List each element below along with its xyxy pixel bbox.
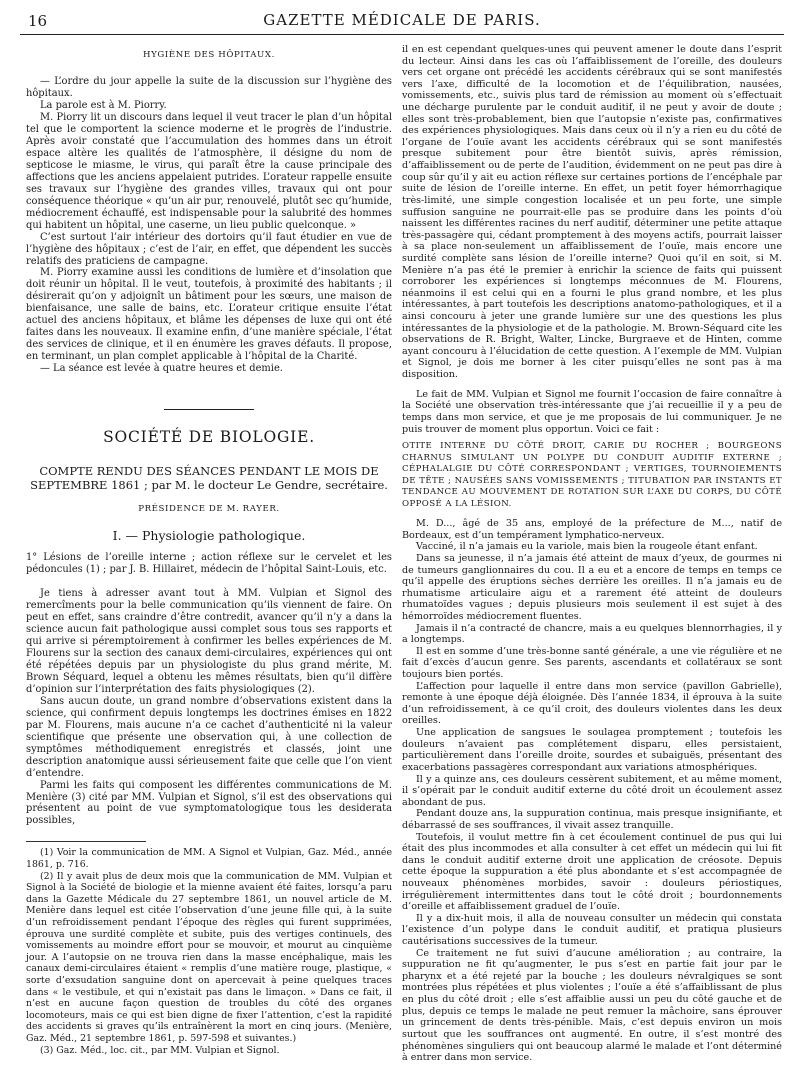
paragraph: Il y a dix-huit mois, il alla de nouveau consulter un médecin qui constata l’existence d’un polype dans le conduit auditif, et pratiqua plusieurs cautérisations successives de la tumeur. bbox=[402, 912, 782, 948]
paragraph: M. Piorry examine aussi les conditions de lumière et d’insolation que doit réunir un hôpital. Il le veut, toutefois, à proximité des habitants ; il désirerait qu’on y adjoignît un bâtiment pour les sœurs, une maison de bienfaisance, une salle de bains, etc. L’orateur critique ensuite l’état actuel des anciens hôpitaux, et blâme les dépenses de luxe qui ont été faites dans les nouveaux. Il examine enfin, d’une manière spéciale, l’état des services de clinique, et il en énumère les graves défauts. Il propose, en terminant, un plan complet applicable à l’hôpital de la Charité. bbox=[26, 267, 392, 363]
paragraph: Jamais il n’a contracté de chancre, mais a eu quelques blennorrhagies, il y a longtemps. bbox=[402, 622, 782, 646]
paragraph: La parole est à M. Piorry. bbox=[40, 99, 167, 111]
journal-title: GAZETTE MÉDICALE DE PARIS. bbox=[263, 11, 541, 29]
society-title: SOCIÉTÉ DE BIOLOGIE. bbox=[103, 428, 315, 447]
paragraph: Ce traitement ne fut suivi d’aucune amélioration ; au contraire, la suppuration ne fit qu’augmenter, le pus s’est en partie fait jour par le pharynx et a été rejeté par la bouche ; les douleurs névralgiques se sont montrées plus répétées et plus violentes ; l’ouïe a été s’affaiblissant de plus en plus du côté droit ; elle s’est affaiblie aussi un peu du côté gauche et de plus, depuis ce temps le malade ne peut remuer la mâchoire, sans éprouver un grincement de dents très-pénible. Mais, c’est depuis environ un mois surtout que les souffrances ont augmenté. En outre, il s’est montré des phénomènes singuliers qui ont beaucoup alarmé le malade et l’ont déterminé à entrer dans mon service. bbox=[402, 947, 782, 1064]
item-heading: 1° Lésions de l’oreille interne ; action réflexe sur le cervelet et les pédoncules (1) ; par J. B. Hillairet, médecin de l’hôpital Saint-Louis, etc. bbox=[26, 552, 392, 576]
right-column bbox=[402, 44, 782, 1064]
paragraph: Je tiens à adresser avant tout à MM. Vulpian et Signol des remercîments pour la belle communication qu’ils viennent de faire. On peut en effet, sans craindre d’être contredit, avancer qu’il n’y a dans la science aucun fait pathologique aussi complet sous tous ses rapports et qui arrive si péremptoirement à confirmer les belles expériences de M. Flourens sur la section des canaux demi-circulaires, expériences qui ont été répétées depuis par un physiologiste du plus grand mérite, M. Brown Séquard, lequel a obtenu les mêmes résultats, bien qu’il diffère d’opinion sur l’interprétation des faits physiologiques (2). bbox=[26, 588, 392, 695]
paragraph: — L’ordre du jour appelle la suite de la discussion sur l’hygiène des hôpitaux. bbox=[26, 75, 392, 99]
hygiene-heading: HYGIÈNE DES HÔPITAUX. bbox=[143, 50, 275, 60]
presidence-line: PRÉSIDENCE DE M. RAYER. bbox=[138, 504, 280, 515]
paragraph: Vacciné, il n’a jamais eu la variole, mais bien la rougeole étant enfant. bbox=[416, 541, 758, 553]
page-number: 16 bbox=[28, 12, 48, 30]
paragraph: il en est cependant quelques-unes qui peuvent amener le doute dans l’esprit du lecteur. Ainsi dans les cas où l’affaiblissement de l’oreille, des douleurs vers cet organe ont précédé les accidents cérébraux qui se sont manifestés vers l’axe, difficulté de la locomotion et de l’équilibration, nausées, vomissements, etc., suivis plus tard de rémission au moment où s’effectuait une décharge purulente par le conduit auditif, il ne peut y avoir de doute ; elles sont très-probablement, bien que l’autopsie n’existe pas, confirmatives des expériences physiologiques. Mais dans ceux où il n’y a rien eu du côté de l’organe de l’ouïe avant les accidents cérébraux qui se sont manifestés presque subitement pour être bientôt suivis, après rémission, d’affaiblissement ou de perte de l’audition, évidemment on ne peut pas dire à coup sûr qu’il y ait eu action réflexe sur certaines portions de l’encéphale par suite de lésion de l’oreille interne. En effet, un petit foyer hémorrhagique très-limité, une simple congestion localisée et un peu forte, une simple suffusion sanguine ne pourrait-elle pas se produire dans les points d’où naissent les différentes racines du nerf auditif, déterminer une petite attaque très-passagère qui, cédant promptement à des moyens actifs, pourrait laisser à sa place non-seulement un affaiblissement de l’ouïe, mais encore une surdité complète sans lésion de l’oreille interne? Quoi qu’il en soit, si M. Menière n’a pas été le premier à enrichir la science de faits qui puissent corroborer les expériences si longtemps méconnues de M. Flourens, néanmoins il est celui qui en a fourni le plus grand nombre, et les plus intéressantes, à part toutefois les descriptions anatomo-pathologiques, et il a ainsi concouru à jeter une grande lumière sur une des questions les plus intéressantes de la physiologie et de la pathologie. M. Brown-Séquard cite les observations de R. Bright, Walter, Lincke, Burgraeve et de Hinten, comme ayant concouru à l’élucidation de cette question. A l’exemple de MM. Vulpian et Signol, je dois me borner à les citer puisqu’elles ne sont pas à ma disposition. bbox=[402, 44, 782, 381]
footnote: (1) Voir la communication de MM. A Signol et Vulpian, Gaz. Méd., année 1861, p. 716. bbox=[26, 847, 392, 870]
paragraph: Pendant douze ans, la suppuration continua, mais presque insignifiante, et débarrassé de ses souffrances, il vivait assez tranquille. bbox=[402, 808, 782, 831]
paragraph: M. Piorry lit un discours dans lequel il veut tracer le plan d’un hôpital tel que le comportent la science moderne et le progrès de l’industrie. Après avoir constaté que l’accumulation des hommes dans un étroit espace altère les qualités de l’atmosphère, il désigne du nom de septicose le miasme, le virus, qui paraît être la cause principale des affections que les anciens appelaient putrides. L’orateur rappelle ensuite ses travaux sur l’hygiène des grandes villes, travaux qui ont pour conséquence théorique « qu’un air pur, renouvelé, plutôt sec qu’humide, médiocrement échauffé, est indispensable pour la salubrité des hommes qui habitent un hôpital, une caserne, un lieu public quelconque. » bbox=[26, 111, 392, 231]
paragraph: Le fait de MM. Vulpian et Signol me fournit l’occasion de faire connaître à la Société une observation très-intéressante que j’ai recueillie il y a peu de temps dans mon service, et que je me proposais de lui communiquer. Je ne puis trouver de moment plus opportun. Voici ce fait : bbox=[402, 388, 782, 435]
paragraph: Parmi les faits qui composent les différentes communications de M. Menière (3) cité par MM. Vulpian et Signol, s’il est des observations qui présentent au point de vue symptomatologique tous les desiderata possibles, bbox=[26, 779, 392, 827]
paragraph: Toutefois, il voulut mettre fin à cet écoulement continuel de pus qui lui était des plus incommodes et alla consulter à cet effet un médecin qui lui fit dans le conduit auditif externe droit une application de créosote. Depuis cette époque la suppuration a été plus abondante et s’est accompagnée de nouveaux phénomènes morbides, savoir : douleurs périostiques, irrégulièrement intermittentes dans tout le côté droit ; bourdonnements d’oreille et affaiblissement graduel de l’ouïe. bbox=[402, 831, 782, 913]
footnote-rule bbox=[26, 841, 146, 842]
paragraph: L’affection pour laquelle il entre dans mon service (pavillon Gabrielle), remonte à une époque déjà éloignée. Dès l’année 1834, il éprouva à la suite d’un refroidissement, à ce qu’il croit, des douleurs violentes dans les deux oreilles. bbox=[402, 680, 782, 727]
journal-page bbox=[20, 8, 784, 1068]
page-header bbox=[20, 8, 784, 35]
paragraph: M. D..., âgé de 35 ans, employé de la préfecture de M..., natif de Bordeaux, est d’un tempérament lymphatico-nerveux. bbox=[402, 518, 782, 541]
observation-title: OTITE INTERNE DU CÔTÉ DROIT, CARIE DU ROCHER ; BOURGEONS CHARNUS SIMULANT UN POLYPE DU CONDUIT AUDITIF EXTERNE ; CÉPHALALGIE DU CÔTÉ CORRESPONDANT ; VERTIGES, TOURNOIEMENTS DE TÊTE ; NAUSÉES SANS VOMISSEMENTS ; TITUBATION PAR INSTANTS ET TENDANCE AU MOUVEMENT DE ROTATION SUR L’AXE DU CORPS, DU CÔTÉ OPPOSÉ A LA LÉSION. bbox=[402, 441, 782, 509]
left-column bbox=[26, 44, 392, 1056]
paragraph: Sans aucun doute, un grand nombre d’observations existent dans la science, qui confirment depuis longtemps les doctrines émises en 1822 par M. Flourens, mais aucune n’a ce cachet d’authenticité ni la valeur scientifique que présente une observation qui, à une collection de symptômes méthodiquement enregistrés et classés, joint une description anatomique aussi sérieusement faite que celle que l’on vient d’entendre. bbox=[26, 695, 392, 779]
paragraph: Il y a quinze ans, ces douleurs cessèrent subitement, et au même moment, il s’opérait par le conduit auditif externe du côté droit un écoulement assez abondant de pus. bbox=[402, 773, 782, 808]
section-divider bbox=[164, 409, 254, 410]
footnote: (2) Il y avait plus de deux mois que la communication de MM. Vulpian et Signol à la Société de biologie et la mienne avaient été faites, lorsqu’a paru dans la Gazette Médicale du 27 septembre 1861, un nouvel article de M. Menière dans lequel est citée l’observation d’une jeune fille qui, à la suite d’un refroidissement pendant l’époque des règles qui furent supprimées, éprouva une surdité complète et subite, puis des vertiges continuels, des vomissements au moindre effort pour se mouvoir, et mourut au cinquième jour. A l’autopsie on ne trouva rien dans la masse encéphalique, mais les canaux demi-circulaires étaient « remplis d’une matière rouge, plastique, « sorte d’exsudation sanguine dont on apercevait à peine quelques traces dans « le vestibule, et qui n’existait pas dans le limaçon. » Dans ce fait, il n’est en aucune façon question de troubles du côté des organes locomoteurs, mais ce qui est bien digne de fixer l’attention, c’est la rapidité des accidents si graves qu’ils entraînèrent la mort en cinq jours. (Menière, Gaz. Méd., 21 septembre 1861, p. 597-598 et suivantes.) bbox=[26, 870, 392, 1044]
footnote: (3) Gaz. Méd., loc. cit., par MM. Vulpian et Signol. bbox=[40, 1044, 280, 1056]
paragraph: Dans sa jeunesse, il n’a jamais été atteint de maux d’yeux, de gourmes ni de tumeurs ganglionnaires du cou. Il a eu et a encore de temps en temps ce qu’il appelle des éruptions sèches derrière les oreilles. Il n’a jamais eu de rhumatisme articulaire aigu et a rarement été atteint de douleurs rhumatoïdes vagues ; depuis plusieurs mois seulement il est sujet à des hémorroïdes médiocrement fluentes. bbox=[402, 552, 782, 622]
paragraph: C’est surtout l’air intérieur des dortoirs qu’il faut étudier en vue de l’hygiène des hôpitaux ; c’est de l’air, en effet, que dépendent les succès relatifs des praticiens de campagne. bbox=[26, 231, 392, 267]
paragraph: Une application de sangsues le soulagea promptement ; toutefois les douleurs n’avaient pas complétement disparu, elles persistaient, particulièrement dans l’oreille droite, sourdes et subaiguës, présentant des exacerbations passagères correspondant aux variations atmosphériques. bbox=[402, 727, 782, 773]
compte-rendu-heading: COMPTE RENDU DES SÉANCES PENDANT LE MOIS DE SEPTEMBRE 1861 ; par M. le docteur Le Gendre, secrétaire. bbox=[30, 464, 388, 493]
paragraph: Il est en somme d’une très-bonne santé générale, a une vie régulière et ne fait d’excès d’aucun genre. Ses parents, ascendants et collatéraux se sont toujours bien portés. bbox=[402, 645, 782, 681]
section-title: I. — Physiologie pathologique. bbox=[112, 528, 306, 544]
paragraph: — La séance est levée à quatre heures et demie. bbox=[40, 363, 283, 375]
